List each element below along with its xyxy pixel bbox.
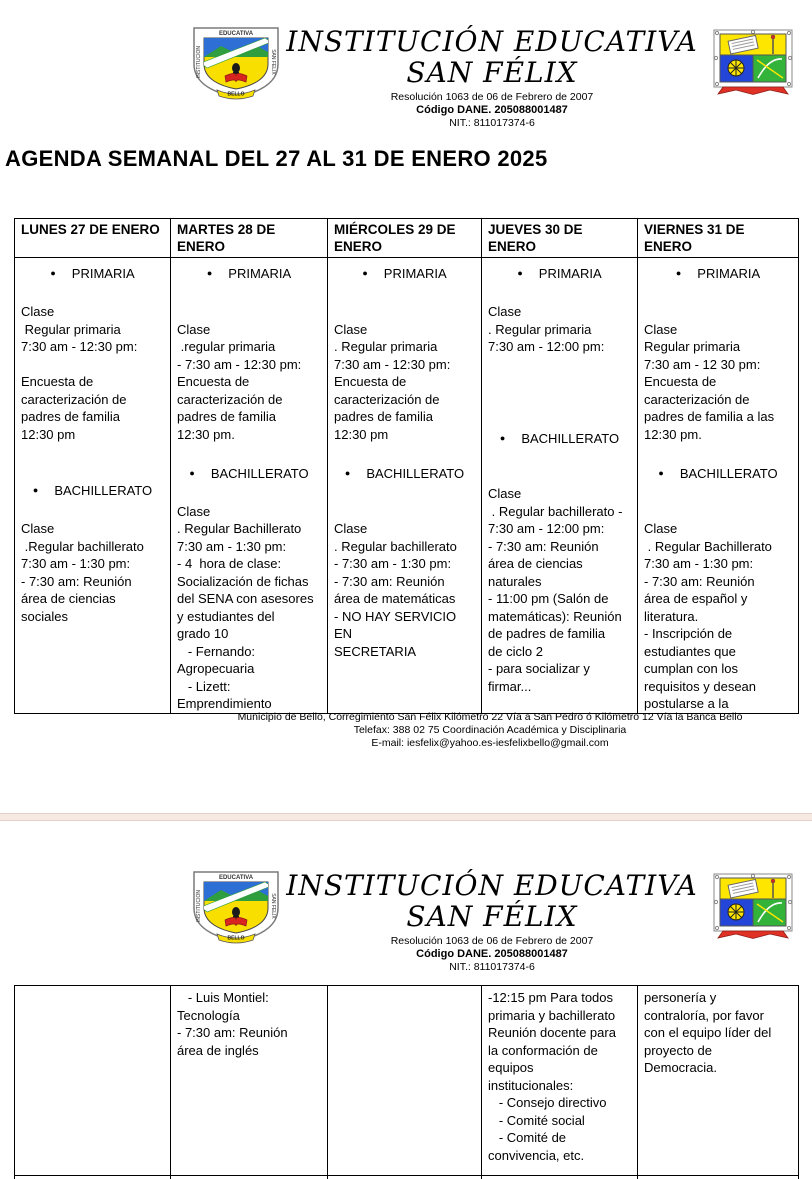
agenda-text-line: padres de familia [177, 409, 276, 424]
agenda-cell [482, 986, 638, 1176]
institution-name-line2: SAN FÉLIX [406, 900, 578, 933]
table-row [15, 986, 799, 1176]
agenda-text-line: 7:30 am - 12 30 pm: [644, 356, 761, 372]
table-row [15, 258, 799, 714]
agenda-text-line: Democracia. [644, 1060, 717, 1075]
section-bullet-line [21, 482, 164, 500]
agenda-text-line [644, 503, 792, 521]
agenda-text-line: - Comité social [488, 1112, 585, 1128]
agenda-cell [328, 1176, 482, 1179]
agenda-text-line: . Regular primaria [488, 321, 592, 337]
agenda-text-line: - NO HAY SERVICIO EN [334, 608, 460, 641]
agenda-text-line: -12:15 pm Para todos [488, 990, 614, 1005]
agenda-text-line: - Comité de [488, 1130, 567, 1145]
agenda-text-line [334, 485, 475, 503]
agenda-text-line: caracterización de [644, 391, 750, 407]
agenda-text-line: Regular primaria [21, 321, 121, 337]
agenda-cell [328, 986, 482, 1176]
agenda-text-line: Regular primaria [644, 339, 741, 354]
resolution-line: Resolución 1063 de 06 de Febrero de 2007 [390, 91, 594, 103]
agenda-text-line: 12:30 pm [21, 426, 76, 442]
agenda-text-line: - Luis Montiel: [177, 990, 269, 1005]
agenda-text-line: . Regular primaria [334, 339, 438, 354]
agenda-text-line: - Inscripción de [644, 626, 733, 641]
agenda-text-line [334, 286, 475, 304]
weekly-agenda-table-continued [14, 985, 799, 1179]
agenda-text-line: - 11:00 pm (Salón de [488, 591, 609, 606]
institution-header [283, 26, 701, 130]
agenda-cell [328, 258, 482, 714]
agenda-cell [638, 1176, 799, 1179]
agenda-text-line [644, 443, 792, 461]
section-bullet-line [334, 465, 475, 483]
agenda-text-line: área de español y [644, 591, 748, 606]
agenda-text-line: Encuesta de [644, 374, 717, 389]
column-header-wednesday: MIÉRCOLES 29 DE ENERO [328, 219, 482, 258]
section-bullet-line [488, 430, 631, 448]
agenda-text-line: de ciclo 2 [488, 643, 543, 659]
agenda-cell [171, 1176, 328, 1179]
agenda-text-line [177, 303, 321, 321]
page-footer [170, 711, 810, 749]
section-bullet-line [177, 465, 321, 483]
agenda-text-line: Tecnología [177, 1007, 240, 1023]
agenda-text-line: 7:30 am - 12:30 pm: [21, 339, 138, 354]
agenda-text-line: Agropecuaria [177, 661, 255, 676]
bullet-icon: ● [206, 268, 213, 278]
agenda-text-line: padres de familia a las [644, 409, 775, 424]
agenda-text-line: Clase [644, 321, 678, 337]
agenda-text-line [21, 461, 164, 479]
agenda-text-line: personería y [644, 990, 717, 1005]
school-crest-icon [187, 24, 285, 101]
table-row [15, 1176, 799, 1179]
section-label: PRIMARIA [538, 266, 602, 281]
agenda-text-line: del SENA con asesores [177, 591, 314, 606]
agenda-text-line: - Lizett: [177, 678, 231, 694]
agenda-text-line: - 7:30 am: Reunión [21, 573, 132, 589]
agenda-text-line: . Regular bachillerato [334, 538, 457, 554]
table-header-row [15, 219, 799, 258]
agenda-text-line: .regular primaria [177, 339, 276, 354]
agenda-text-line: matemáticas): Reunión [488, 608, 622, 624]
bullet-icon: ● [658, 467, 664, 478]
agenda-text-line: Clase [334, 521, 368, 536]
agenda-text-line: proyecto de [644, 1042, 712, 1058]
agenda-text-line [21, 286, 164, 304]
agenda-text-line [21, 503, 164, 521]
agenda-cell [482, 1176, 638, 1179]
school-crest-logo [187, 24, 285, 101]
agenda-cell [638, 986, 799, 1176]
agenda-text-line: - 7:30 am: Reunión [177, 1025, 288, 1040]
agenda-text-line: - 4 hora de clase: [177, 556, 282, 571]
svg-text:INSTITUCION: INSTITUCION [196, 890, 202, 922]
agenda-text-line: Clase [21, 521, 55, 536]
bullet-icon: ● [189, 467, 195, 478]
agenda-text-line: firmar... [488, 678, 532, 694]
section-bullet-line [488, 265, 631, 283]
agenda-text-line: Clase [177, 503, 211, 519]
agenda-text-line [488, 286, 631, 304]
agenda-text-line: institucionales: [488, 1077, 574, 1093]
bello-coat-of-arms-icon [711, 872, 795, 940]
agenda-text-line: Clase [21, 304, 55, 319]
agenda-text-line: área de inglés [177, 1042, 259, 1058]
agenda-text-line: 12:30 pm. [177, 426, 235, 442]
agenda-text-line: con el equipo líder del [644, 1025, 772, 1040]
agenda-text-line: 7:30 am - 12:00 pm: [488, 521, 605, 536]
dane-code-line: Código DANE. 205088001487 [416, 948, 568, 960]
page-break [0, 813, 812, 821]
agenda-text-line: grado 10 [177, 626, 229, 641]
agenda-text-line: Encuesta de [334, 374, 407, 389]
section-label: BACHILLERATO [54, 483, 153, 498]
agenda-text-line: área de ciencias [21, 591, 116, 606]
agenda-text-line: . Regular Bachillerato [177, 521, 302, 536]
page-title: AGENDA SEMANAL DEL 27 AL 31 DE ENERO 2025 [5, 146, 548, 171]
agenda-cell [638, 258, 799, 714]
agenda-text-line: la conformación de [488, 1042, 598, 1058]
agenda-text-line [488, 468, 631, 486]
agenda-text-line: primaria y bachillerato [488, 1007, 616, 1023]
agenda-text-line [644, 286, 792, 304]
agenda-text-line [488, 408, 631, 426]
section-bullet-line [21, 265, 164, 283]
section-bullet-line [644, 465, 792, 483]
section-bullet-line [177, 265, 321, 283]
agenda-cell [15, 258, 171, 714]
agenda-text-line: 7:30 am - 12:00 pm: [488, 339, 605, 354]
agenda-text-line: y estudiantes del [177, 608, 275, 624]
bello-coat-of-arms-icon [711, 28, 795, 96]
nit-line: NIT.: 811017374-6 [449, 961, 535, 973]
bullet-icon: ● [362, 268, 368, 278]
column-header-tuesday: MARTES 28 DE ENERO [171, 219, 328, 258]
column-header-friday: VIERNES 31 DE ENERO [638, 219, 799, 258]
agenda-text-line: 12:30 pm [334, 426, 389, 442]
bello-coat-of-arms-logo [711, 28, 795, 96]
svg-text:BELLO: BELLO [227, 91, 245, 98]
agenda-cell [171, 258, 328, 714]
agenda-text-line: postularse a la [644, 696, 729, 711]
agenda-text-line: estudiantes que [644, 643, 736, 659]
svg-text:EDUCATIVA: EDUCATIVA [218, 31, 254, 37]
agenda-text-line [644, 303, 792, 321]
agenda-text-line: Clase [488, 304, 522, 319]
agenda-text-line [177, 485, 321, 503]
bello-coat-of-arms-logo [711, 872, 795, 940]
school-crest-icon [187, 868, 285, 945]
agenda-text-line: - 7:30 am: Reunión [488, 538, 599, 554]
agenda-text-line: contraloría, por favor [644, 1007, 764, 1023]
footer-telefax: Telefax: 388 02 75 Coordinación Académica y Disciplinaria [353, 723, 627, 736]
agenda-text-line: . Regular bachillerato - [488, 503, 623, 519]
agenda-text-line: Encuesta de [177, 374, 250, 389]
section-label: BACHILLERATO [679, 465, 778, 481]
section-label: PRIMARIA [228, 266, 292, 281]
agenda-text-line: literatura. [644, 608, 699, 624]
document-page-2 [0, 821, 812, 1179]
bullet-icon: ● [499, 432, 506, 443]
agenda-text-line: caracterización de [334, 391, 440, 407]
school-crest-logo [187, 868, 285, 945]
resolution-line: Resolución 1063 de 06 de Febrero de 2007 [390, 935, 594, 947]
agenda-text-line: sociales [21, 608, 68, 624]
institution-name-line1: INSTITUCIÓN EDUCATIVA [286, 25, 698, 58]
agenda-text-line: de padres de familia [488, 626, 606, 641]
agenda-text-line: requisitos y desean [644, 678, 757, 694]
agenda-text-line: .Regular bachillerato [21, 538, 144, 554]
bullet-icon: ● [32, 485, 39, 495]
agenda-text-line [488, 391, 631, 409]
agenda-text-line: 7:30 am - 1:30 pm: [21, 556, 131, 571]
agenda-text-line: caracterización de [177, 391, 283, 407]
agenda-text-line: 12:30 pm. [644, 426, 702, 442]
agenda-text-line: 7:30 am - 1:30 pm: [644, 556, 754, 571]
agenda-text-line [488, 356, 631, 374]
agenda-text-line [644, 485, 792, 503]
svg-text:SAN FELIX: SAN FELIX [270, 893, 276, 919]
section-label: PRIMARIA [71, 266, 135, 281]
agenda-text-line: Clase [644, 521, 678, 536]
section-label: BACHILLERATO [210, 465, 309, 481]
agenda-text-line: 7:30 am - 12:30 pm: [334, 356, 451, 372]
agenda-text-line: - 7:30 am - 1:30 pm: [334, 556, 452, 571]
agenda-text-line: SECRETARIA [334, 643, 417, 659]
agenda-text-line: Clase [488, 486, 522, 501]
agenda-text-line: - para socializar y [488, 661, 590, 676]
section-label: PRIMARIA [697, 266, 761, 281]
agenda-text-line: - 7:30 am - 12:30 pm: [177, 356, 302, 372]
bullet-icon: ● [50, 268, 56, 278]
agenda-text-line: Clase [334, 321, 368, 337]
agenda-text-line [21, 443, 164, 461]
agenda-text-line: Reunión docente para [488, 1025, 616, 1040]
agenda-text-line: Socialización de fichas [177, 573, 309, 589]
agenda-cell [171, 986, 328, 1176]
agenda-text-line [21, 356, 164, 374]
svg-text:BELLO: BELLO [227, 935, 245, 942]
agenda-text-line [334, 443, 475, 461]
section-bullet-line [644, 265, 792, 283]
agenda-text-line: naturales [488, 573, 542, 589]
svg-text:INSTITUCION: INSTITUCION [196, 46, 202, 78]
agenda-text-line: . Regular Bachillerato [644, 538, 772, 554]
section-label: BACHILLERATO [521, 430, 620, 446]
agenda-cell [15, 1176, 171, 1179]
agenda-text-line: Encuesta de [21, 374, 94, 389]
nit-line: NIT.: 811017374-6 [449, 117, 535, 129]
agenda-text-line [488, 373, 631, 391]
agenda-text-line [488, 450, 631, 468]
section-label: PRIMARIA [383, 266, 447, 281]
svg-text:EDUCATIVA: EDUCATIVA [218, 875, 254, 881]
agenda-text-line [177, 443, 321, 461]
agenda-text-line: padres de familia [334, 409, 433, 424]
section-label: BACHILLERATO [366, 465, 465, 481]
svg-text:SAN FELIX: SAN FELIX [270, 49, 276, 75]
agenda-text-line: 7:30 am - 1:30 pm: [177, 538, 287, 554]
agenda-text-line: Emprendimiento [177, 696, 272, 711]
institution-header [283, 870, 701, 974]
section-bullet-line [334, 265, 475, 283]
column-header-monday: LUNES 27 DE ENERO [15, 219, 171, 258]
bullet-icon: ● [344, 467, 351, 478]
agenda-text-line: cumplan con los [644, 661, 738, 676]
weekly-agenda-table [14, 218, 799, 714]
agenda-text-line [334, 503, 475, 521]
agenda-text-line: - 7:30 am: Reunión [644, 573, 755, 589]
institution-name-line2: SAN FÉLIX [406, 56, 578, 89]
agenda-text-line: equipos [488, 1060, 534, 1075]
agenda-text-line: convivencia, etc. [488, 1147, 585, 1163]
agenda-cell [15, 986, 171, 1176]
agenda-text-line: - Fernando: [177, 643, 256, 659]
agenda-text-line: caracterización de [21, 391, 127, 407]
agenda-text-line: área de ciencias [488, 556, 583, 571]
column-header-thursday: JUEVES 30 DE ENERO [482, 219, 638, 258]
agenda-cell [482, 258, 638, 714]
agenda-text-line [334, 303, 475, 321]
institution-name-line1: INSTITUCIÓN EDUCATIVA [286, 869, 698, 902]
footer-address: Municipio de Bello, Corregimiento San Félix Kilómetro 22 Vía a San Pedro ó Kilómetro 12 Vía la Banca Bello [237, 711, 743, 723]
bullet-icon: ● [675, 268, 682, 278]
agenda-text-line: Clase [177, 321, 211, 337]
bullet-icon: ● [517, 268, 523, 278]
agenda-text-line: padres de familia [21, 409, 120, 424]
agenda-text-line: área de matemáticas [334, 591, 456, 606]
footer-email: E-mail: iesfelix@yahoo.es-iesfelixbello@gmail.com [371, 736, 609, 749]
dane-code-line: Código DANE. 205088001487 [416, 104, 568, 116]
agenda-text-line: - Consejo directivo [488, 1095, 607, 1110]
agenda-text-line: - 7:30 am: Reunión [334, 573, 445, 589]
agenda-text-line [177, 286, 321, 304]
